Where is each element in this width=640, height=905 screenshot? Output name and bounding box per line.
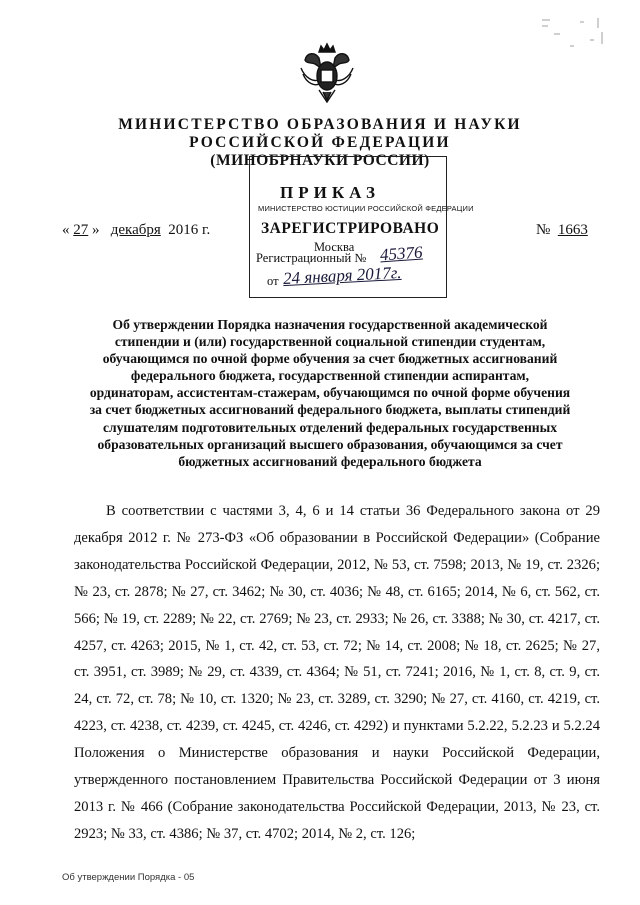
order-date-year: 2016 г. [168, 222, 211, 238]
order-number-label: № [536, 222, 551, 238]
stamp-date-value: 24 января 2017г. [282, 262, 402, 289]
stamp-registered: ЗАРЕГИСТРИРОВАНО [261, 220, 440, 237]
stamp-agency: МИНИСТЕРСТВО ЮСТИЦИИ РОССИЙСКОЙ ФЕДЕРАЦИИ [258, 204, 474, 213]
stamp-reg-label: Регистрационный № [256, 251, 367, 265]
coat-of-arms-icon [297, 38, 357, 108]
ministry-name-line2: РОССИЙСКОЙ ФЕДЕРАЦИИ [189, 134, 451, 151]
order-date: « 27 » декабря 2016 г. [62, 222, 211, 238]
ministry-name-line1: МИНИСТЕРСТВО ОБРАЗОВАНИЯ И НАУКИ [118, 116, 522, 133]
document-type: ПРИКАЗ [280, 183, 380, 202]
page-footer: Об утверждении Порядка - 05 [62, 872, 195, 883]
document-title: Об утверждении Порядка назначения государственной академической стипендии и (или) государственной социальной стипендии студентам, обучающимся по очной форме обучения за счет бюджетных ассигнований федерального бюджета, государственной стипендии аспирантам, ординаторам, ассистентам-стажерам, обучающимся по очной форме обучения за счет бюджетных ассигнований федерального бюджета, выплаты стипендий слушателям подготовительных отделений федеральных государственных образовательных организаций высшего образования, обучающимся за счет бюджетных ассигнований федерального бюджета [89, 317, 571, 469]
ministry-short-name: (МИНОБРНАУКИ РОССИИ) [210, 152, 430, 169]
stamp-date-label: от [267, 274, 279, 288]
scan-artifact [540, 14, 610, 54]
stamp-city: Москва [314, 240, 355, 254]
stamp-reg-number: 45376 [379, 242, 424, 265]
order-date-day: 27 [73, 222, 89, 238]
order-date-month: декабря [110, 222, 161, 238]
document-body: В соответствии с частями 3, 4, 6 и 14 статьи 36 Федерального закона от 29 декабря 2012 г. № 273-ФЗ «Об образовании в Российской Федерации» (Собрание законодательства Российской Федерации, 2012, № 53, ст. 7598; 2013, № 19, ст. 2326; № 23, ст. 2878; № 27, ст. 3462; № 30, ст. 4036; № 48, ст. 6165; 2014, № 6, ст. 562, ст. 566; № 19, ст. 2289; № 22, ст. 2769; № 23, ст. 2933; № 26, ст. 3388; № 30, ст. 4217, ст. 4257, ст. 4263; 2015, № 1, ст. 42, ст. 53, ст. 72; № 14, ст. 2008; № 18, ст. 2625; № 27, ст. 3951, ст. 3989; № 29, ст. 4339, ст. 4364; № 51, ст. 7241; 2016, № 1, ст. 8, ст. 9, ст. 24, ст. 72, ст. 78; № 10, ст. 1320; № 23, ст. 3289, ст. 3290; № 27, ст. 4160, ст. 4219, ст. 4223, ст. 4238, ст. 4239, ст. 4245, ст. 4246, ст. 4292) и пунктами 5.2.22, 5.2.23 и 5.2.24 Положения о Министерстве образования и науки Российской Федерации, утвержденного постановлением Правительства Российской Федерации от 3 июня 2013 г. № 466 (Собрание законодательства Российской Федерации, 2013, № 23, ст. 2923; № 33, ст. 4386; № 37, ст. 4702; 2014, № 2, ст. 126; [74, 503, 600, 842]
order-number-value: 1663 [557, 222, 588, 238]
order-number [536, 222, 588, 239]
